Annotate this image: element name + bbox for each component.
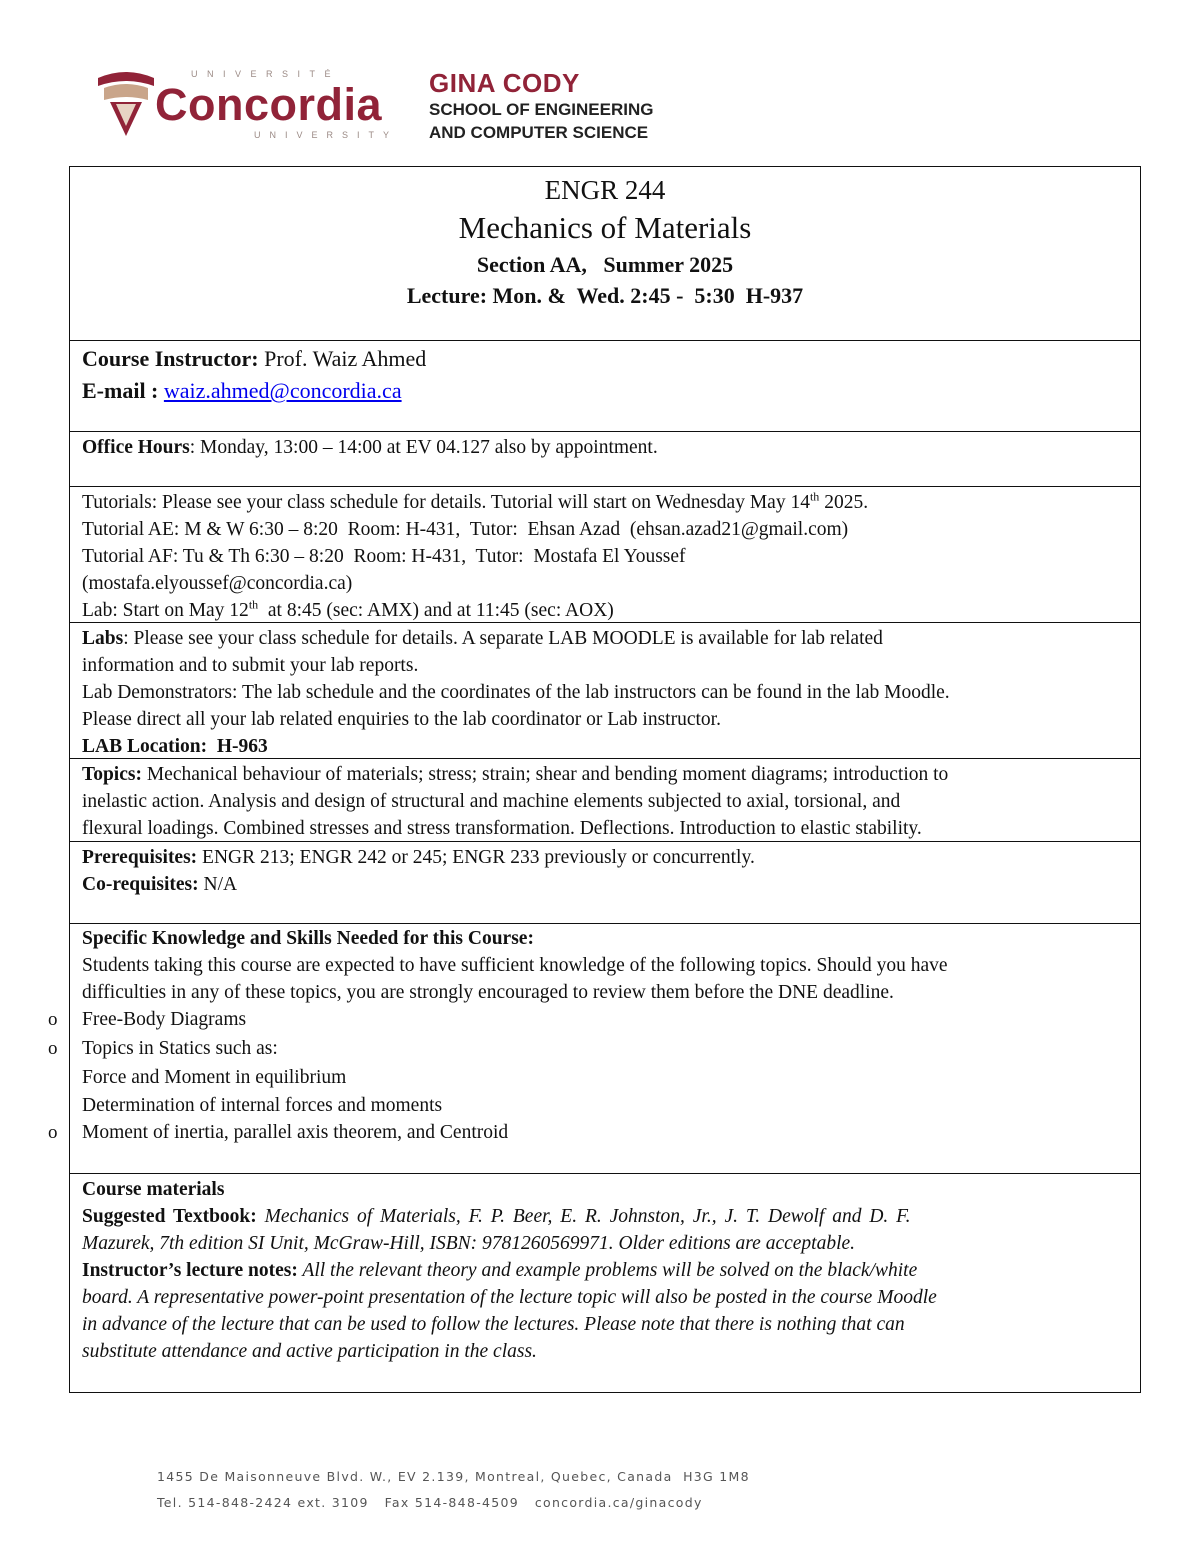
prerequisites-text: ENGR 213; ENGR 242 or 245; ENGR 233 previously or concurrently. — [197, 847, 755, 868]
skills-line-2: difficulties in any of these topics, you are strongly encouraged to review them before the DNE deadline. — [82, 982, 894, 1003]
labs-line-3: Lab Demonstrators: The lab schedule and the coordinates of the lab instructors can be found in the lab Moodle. — [82, 682, 950, 703]
school-subtitle-2: AND COMPUTER SCIENCE — [429, 123, 649, 142]
skills-item: Force and Moment in equilibrium — [82, 1067, 347, 1088]
course-outline-table — [48, 166, 1141, 1393]
textbook-line-2: Mazurek, 7th edition SI Unit, McGraw-Hill, ISBN: 9781260569971. Older editions are acceptable. — [82, 1233, 856, 1254]
tutorial-ae: Tutorial AE: M & W 6:30 – 8:20 Room: H-431, Tutor: Ehsan Azad (ehsan.azad21@gmail.com) — [82, 519, 849, 540]
prerequisites-label: Prerequisites: — [82, 847, 198, 868]
tutorial-af: Tutorial AF: Tu & Th 6:30 – 8:20 Room: H-431, Tutor: Mostafa El Youssef — [82, 546, 686, 567]
instructor-label: Course Instructor: — [82, 346, 259, 371]
skills-heading: Specific Knowledge and Skills Needed for this Course: — [82, 928, 534, 949]
bullet-icon: o — [48, 1122, 58, 1143]
skills-line-1: Students taking this course are expected to have sufficient knowledge of the following topics. Should you have — [82, 955, 948, 976]
skills-item: o Moment of inertia, parallel axis theorem, and Centroid — [82, 1119, 1128, 1147]
office-hours-label: Office Hours — [82, 437, 190, 458]
lecture-notes-line-3: in advance of the lecture that can be used to follow the lectures. Please note that there is nothing that can — [82, 1314, 905, 1335]
footer-contact: Tel. 514-848-2424 ext. 3109 Fax 514-848-4509 concordia.ca/ginacody — [157, 1495, 703, 1510]
course-materials-section — [70, 1174, 1140, 1392]
materials-heading: Course materials — [82, 1179, 225, 1200]
concordia-crest-icon — [96, 68, 156, 138]
footer-address: 1455 De Maisonneuve Blvd. W., EV 2.139, Montreal, Quebec, Canada H3G 1M8 — [157, 1469, 750, 1484]
course-name: Mechanics of Materials — [458, 210, 752, 245]
office-hours-text: : Monday, 13:00 – 14:00 at EV 04.127 also by appointment. — [189, 437, 658, 458]
labs-line-4: Please direct all your lab related enquiries to the lab coordinator or Lab instructor. — [82, 709, 721, 730]
course-title-section — [70, 167, 1140, 341]
textbook-label: Suggested Textbook: — [82, 1206, 257, 1227]
school-name: GINA CODY — [429, 68, 580, 98]
bullet-icon: o — [48, 1009, 58, 1030]
lecture-notes-label: Instructor’s lecture notes: — [82, 1260, 298, 1281]
tutorials-line-1: Tutorials: Please see your class schedule for details. Tutorial will start on Wednesday May 14th 2025. — [82, 489, 869, 513]
office-hours-section — [70, 432, 1140, 487]
university-wordmark: Concordia — [155, 79, 383, 130]
topics-label: Topics: — [82, 764, 142, 785]
lecture-schedule: Lecture: Mon. & Wed. 2:45 - 5:30 H-937 — [406, 283, 804, 308]
topics-line-2: inelastic action. Analysis and design of structural and machine elements subjected to axial, torsional, and — [82, 791, 901, 812]
university-french-label: UNIVERSITÉ — [191, 69, 341, 79]
corequisites-text: N/A — [198, 874, 238, 895]
instructor-name: Prof. Waiz Ahmed — [258, 346, 427, 371]
lab-start: Lab: Start on May 12th at 8:45 (sec: AMX) and at 11:45 (sec: AOX) — [82, 597, 614, 621]
bullet-icon: o — [48, 1038, 58, 1059]
textbook-line-1: Mechanics of Materials, F. P. Beer, E. R. Johnston, Jr., J. T. Dewolf and D. F. — [256, 1206, 911, 1227]
university-english-label: UNIVERSITY — [254, 130, 399, 140]
skills-section — [48, 924, 1140, 1174]
page-footer — [157, 1464, 750, 1516]
labs-line-1: : Please see your class schedule for details. A separate LAB MOODLE is available for lab related — [123, 628, 883, 649]
course-code: ENGR 244 — [544, 175, 666, 205]
labs-label: Labs — [82, 628, 124, 649]
topics-line-1: Mechanical behaviour of materials; stress; strain; shear and bending moment diagrams; introduction to — [141, 764, 949, 785]
skills-item: o Free-Body Diagrams — [82, 1006, 1128, 1034]
instructor-section — [70, 341, 1140, 432]
skills-item: o Topics in Statics such as: — [82, 1034, 1128, 1064]
prerequisites-section — [70, 842, 1140, 924]
lab-location: LAB Location: H-963 — [82, 736, 268, 757]
lecture-notes-line-4: substitute attendance and active participation in the class. — [82, 1341, 537, 1362]
skills-item: Determination of internal forces and moments — [82, 1095, 443, 1116]
topics-line-3: flexural loadings. Combined stresses and stress transformation. Deflections. Introduction to elastic stability. — [82, 818, 922, 839]
topics-section — [70, 759, 1140, 842]
tutorial-af-email: (mostafa.elyoussef@concordia.ca) — [82, 573, 353, 594]
labs-section — [70, 623, 1140, 759]
school-name-block — [429, 70, 654, 147]
corequisites-label: Co-requisites: — [82, 874, 199, 895]
course-section: Section AA, Summer 2025 — [476, 252, 734, 277]
email-label: E-mail : — [82, 378, 164, 403]
school-subtitle-1: SCHOOL OF ENGINEERING — [429, 100, 654, 119]
labs-line-2: information and to submit your lab reports. — [82, 655, 419, 676]
lecture-notes-line-2: board. A representative power-point presentation of the lecture topic will also be posted in the course Moodle — [82, 1287, 937, 1308]
lecture-notes-line-1: All the relevant theory and example problems will be solved on the black/white — [297, 1260, 918, 1281]
tutorials-section — [70, 487, 1140, 623]
instructor-email-link[interactable]: waiz.ahmed@concordia.ca — [163, 378, 402, 403]
